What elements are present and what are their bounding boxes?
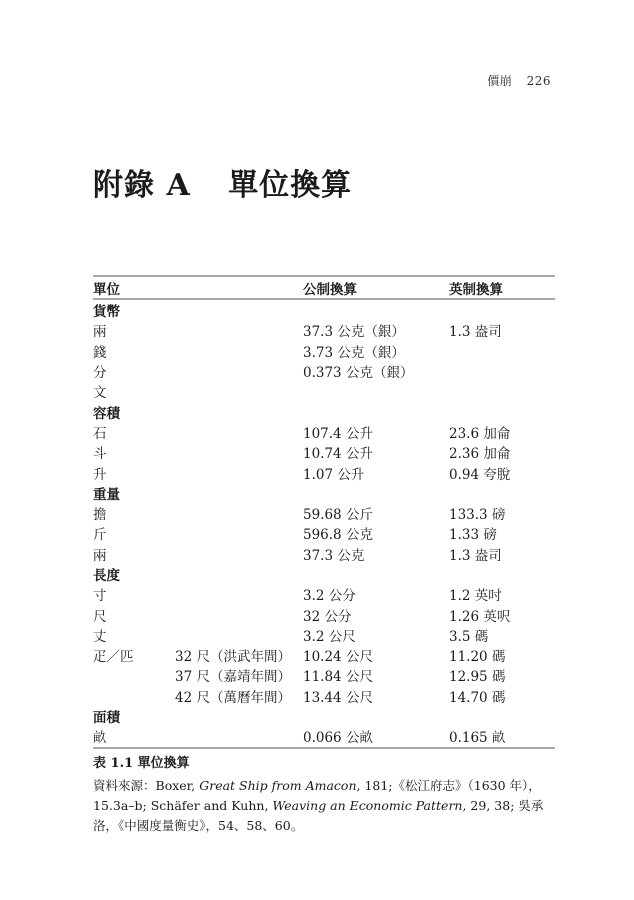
unit-cell: 擔 <box>93 507 107 524</box>
unit-cell: 容積 <box>93 405 120 422</box>
source-note <box>93 776 563 836</box>
imperial-cell: 1.26 英呎 <box>449 608 511 625</box>
category-row <box>93 706 555 726</box>
page-number: 226 <box>526 74 551 88</box>
table-header-row <box>93 276 555 299</box>
category-row <box>93 564 555 584</box>
metric-cell: 59.68 公斤 <box>303 507 373 524</box>
subunit-cell <box>175 503 303 523</box>
imperial-cell: 1.33 磅 <box>449 527 497 544</box>
unit-cell: 尺 <box>93 608 107 625</box>
unit-cell: 兩 <box>93 324 107 341</box>
chapter-name: 單位換算 <box>228 168 353 203</box>
metric-cell: 10.24 公尺 <box>303 649 373 666</box>
source-text: , 29, 38; 吳承洛，《中國度量衡史》，54、58、60。 <box>93 798 544 833</box>
unit-cell: 寸 <box>93 588 107 605</box>
imperial-cell: 133.3 磅 <box>449 507 506 524</box>
chapter-title <box>93 160 352 204</box>
metric-cell <box>303 564 449 584</box>
metric-cell: 10.74 公升 <box>303 446 373 463</box>
table-row <box>93 665 555 685</box>
header-sub <box>175 276 303 299</box>
metric-cell: 32 公分 <box>303 608 352 625</box>
subunit-cell <box>175 361 303 381</box>
source-text: Boxer, <box>155 778 200 793</box>
unit-cell: 分 <box>93 365 107 382</box>
metric-cell: 1.07 公升 <box>303 466 365 483</box>
imperial-cell <box>449 361 555 381</box>
subunit-cell <box>175 341 303 361</box>
unit-cell: 長度 <box>93 568 120 584</box>
metric-cell: 11.84 公尺 <box>303 669 373 686</box>
imperial-cell: 23.6 加侖 <box>449 425 511 442</box>
table-row <box>93 686 555 706</box>
subunit-cell <box>175 544 303 564</box>
table-row <box>93 341 555 361</box>
metric-cell: 3.73 公克（銀） <box>303 344 405 361</box>
imperial-cell <box>449 381 555 401</box>
subunit-cell <box>175 462 303 482</box>
conversion-table-wrap <box>93 275 555 749</box>
imperial-cell <box>449 299 555 320</box>
unit-cell: 疋／匹 <box>93 649 134 666</box>
unit-cell: 斤 <box>93 527 107 544</box>
category-row <box>93 299 555 320</box>
metric-cell: 107.4 公升 <box>303 425 373 442</box>
category-row <box>93 401 555 421</box>
metric-cell: 3.2 公尺 <box>303 628 356 645</box>
metric-cell <box>303 299 449 320</box>
unit-cell: 錢 <box>93 344 107 361</box>
source-text: , 181;《松江府志》（1630 年），15.3a–b; Schäfer and Kuhn, <box>93 778 541 813</box>
metric-cell: 37.3 公克（銀） <box>303 324 405 341</box>
metric-cell: 596.8 公克 <box>303 527 373 544</box>
metric-cell <box>303 706 449 726</box>
header-imperial: 英制換算 <box>449 281 503 298</box>
table-caption: 表 1.1 單位換算 <box>93 756 190 771</box>
unit-cell: 升 <box>93 466 107 483</box>
subunit-cell <box>175 483 303 503</box>
imperial-cell <box>449 706 555 726</box>
imperial-cell: 11.20 碼 <box>449 649 506 666</box>
subunit-cell: 32 尺（洪武年間） <box>175 649 291 666</box>
table-body <box>93 299 555 748</box>
imperial-cell: 1.3 盎司 <box>449 547 502 564</box>
subunit-cell <box>175 706 303 726</box>
metric-cell <box>303 401 449 421</box>
subunit-cell <box>175 726 303 747</box>
table-row <box>93 462 555 482</box>
table-row <box>93 726 555 747</box>
unit-cell: 丈 <box>93 628 107 645</box>
unit-cell: 斗 <box>93 446 107 463</box>
unit-cell: 兩 <box>93 547 107 564</box>
imperial-cell: 1.3 盎司 <box>449 324 502 341</box>
table-row <box>93 645 555 665</box>
subunit-cell <box>175 604 303 624</box>
table-row <box>93 503 555 523</box>
unit-cell: 重量 <box>93 486 120 503</box>
metric-cell <box>303 381 449 401</box>
table-row <box>93 320 555 340</box>
subunit-cell <box>175 523 303 543</box>
unit-cell: 貨幣 <box>93 304 120 321</box>
imperial-cell: 0.94 夸脫 <box>449 466 511 483</box>
imperial-cell: 2.36 加侖 <box>449 446 511 463</box>
imperial-cell <box>449 564 555 584</box>
table-row <box>93 544 555 564</box>
source-title: Great Ship from Amacon <box>199 778 357 793</box>
table-row <box>93 523 555 543</box>
table-row <box>93 604 555 624</box>
metric-cell: 3.2 公分 <box>303 588 356 605</box>
subunit-cell <box>175 442 303 462</box>
table-row <box>93 584 555 604</box>
table-row <box>93 625 555 645</box>
header-unit: 單位 <box>93 281 120 298</box>
subunit-cell <box>175 625 303 645</box>
imperial-cell: 3.5 碼 <box>449 628 489 645</box>
table-row <box>93 442 555 462</box>
conversion-table <box>93 275 555 749</box>
header-metric: 公制換算 <box>303 281 357 298</box>
subunit-cell <box>175 381 303 401</box>
unit-cell: 畝 <box>93 730 107 747</box>
unit-cell: 石 <box>93 425 107 442</box>
metric-cell: 37.3 公克 <box>303 547 365 564</box>
subunit-cell <box>175 564 303 584</box>
subunit-cell <box>175 299 303 320</box>
subunit-cell: 37 尺（嘉靖年間） <box>175 669 291 686</box>
unit-cell: 文 <box>93 385 107 402</box>
subunit-cell: 42 尺（萬曆年間） <box>175 689 291 706</box>
unit-cell <box>93 686 175 706</box>
metric-cell: 13.44 公尺 <box>303 689 373 706</box>
source-title: Weaving an Economic Pattern <box>272 798 463 813</box>
imperial-cell <box>449 483 555 503</box>
subunit-cell <box>175 584 303 604</box>
metric-cell <box>303 483 449 503</box>
running-head-section: 價崩 <box>487 74 513 88</box>
subunit-cell <box>175 401 303 421</box>
table-row <box>93 422 555 442</box>
source-label: 資料來源： <box>93 778 156 793</box>
unit-cell <box>93 665 175 685</box>
category-row <box>93 483 555 503</box>
imperial-cell: 1.2 英吋 <box>449 588 502 605</box>
running-head <box>487 72 551 89</box>
chapter-label: 附錄 A <box>93 168 191 203</box>
metric-cell: 0.373 公克（銀） <box>303 365 414 382</box>
imperial-cell: 0.165 畝 <box>449 730 506 747</box>
imperial-cell <box>449 341 555 361</box>
subunit-cell <box>175 422 303 442</box>
table-row <box>93 361 555 381</box>
unit-cell: 面積 <box>93 710 120 727</box>
subunit-cell <box>175 320 303 340</box>
imperial-cell <box>449 401 555 421</box>
metric-cell: 0.066 公畝 <box>303 730 373 747</box>
imperial-cell: 12.95 碼 <box>449 669 506 686</box>
imperial-cell: 14.70 碼 <box>449 689 506 706</box>
table-row <box>93 381 555 401</box>
